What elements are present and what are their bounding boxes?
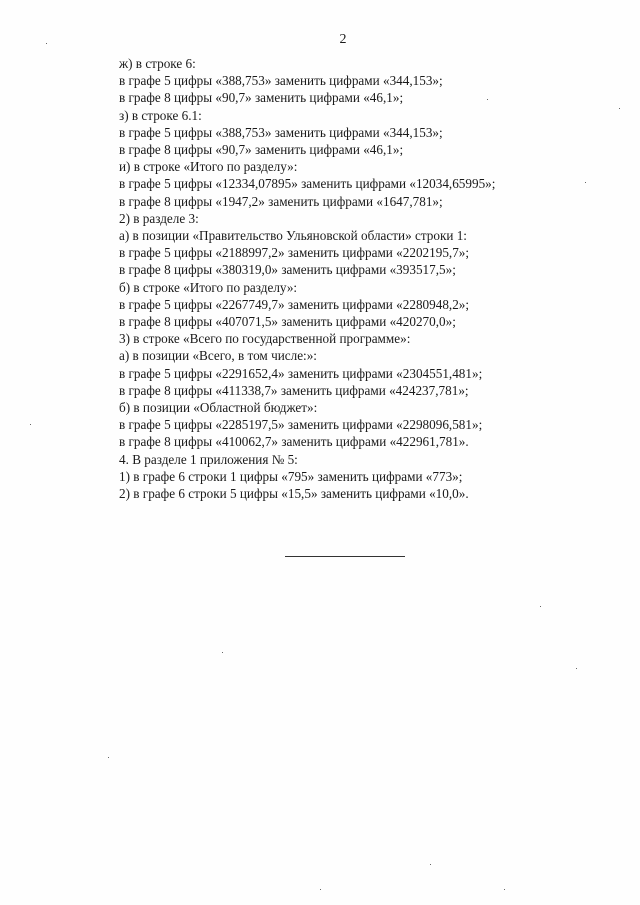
text-line: в графе 5 цифры «388,753» заменить цифрами «344,153»;	[119, 73, 443, 89]
scan-speck	[108, 757, 109, 758]
scan-speck	[619, 108, 620, 109]
text-line: 3) в строке «Всего по государственной программе»:	[119, 331, 411, 347]
text-line: а) в позиции «Правительство Ульяновской области» строки 1:	[119, 228, 467, 244]
end-separator-line	[285, 556, 405, 557]
scan-speck	[430, 864, 431, 865]
text-line: з) в строке 6.1:	[119, 107, 202, 123]
scan-speck	[222, 652, 223, 653]
text-line: в графе 5 цифры «388,753» заменить цифрами «344,153»;	[119, 124, 443, 140]
text-line: 1) в графе 6 строки 1 цифры «795» заменить цифрами «773»;	[119, 468, 463, 484]
text-line: б) в позиции «Областной бюджет»:	[119, 400, 318, 416]
scan-speck	[576, 668, 577, 669]
text-line: в графе 5 цифры «12334,07895» заменить цифрами «12034,65995»;	[119, 176, 496, 192]
text-line: в графе 8 цифры «380319,0» заменить цифрами «393517,5»;	[119, 262, 456, 278]
scan-speck	[30, 424, 31, 425]
text-line: в графе 8 цифры «411338,7» заменить цифрами «424237,781»;	[119, 382, 469, 398]
text-line: в графе 8 цифры «407071,5» заменить цифрами «420270,0»;	[119, 314, 456, 330]
text-line: а) в позиции «Всего, в том числе:»:	[119, 348, 317, 364]
text-line: б) в строке «Итого по разделу»:	[119, 279, 298, 295]
scan-speck	[540, 606, 541, 607]
text-line: 4. В разделе 1 приложения № 5:	[119, 451, 298, 467]
text-line: в графе 8 цифры «410062,7» заменить цифрами «422961,781».	[119, 434, 469, 450]
scan-speck	[320, 889, 321, 890]
text-line: в графе 5 цифры «2267749,7» заменить цифрами «2280948,2»;	[119, 296, 470, 312]
text-line: 2) в разделе 3:	[119, 210, 199, 226]
text-line: в графе 5 цифры «2285197,5» заменить цифрами «2298096,581»;	[119, 417, 483, 433]
text-line: в графе 5 цифры «2188997,2» заменить цифрами «2202195,7»;	[119, 245, 470, 261]
text-line: в графе 8 цифры «90,7» заменить цифрами «46,1»;	[119, 90, 404, 106]
scan-speck	[504, 889, 505, 890]
page-number: 2	[339, 32, 347, 47]
scan-speck	[46, 43, 47, 44]
text-line: в графе 8 цифры «90,7» заменить цифрами «46,1»;	[119, 142, 404, 158]
text-line: 2) в графе 6 строки 5 цифры «15,5» заменить цифрами «10,0».	[119, 486, 469, 502]
scan-speck	[487, 99, 488, 100]
text-line: и) в строке «Итого по разделу»:	[119, 159, 298, 175]
text-line: ж) в строке 6:	[119, 56, 196, 71]
scan-speck	[585, 182, 586, 183]
text-line: в графе 8 цифры «1947,2» заменить цифрами «1647,781»;	[119, 193, 443, 209]
text-line: в графе 5 цифры «2291652,4» заменить цифрами «2304551,481»;	[119, 365, 483, 381]
amendment-text	[119, 55, 619, 502]
